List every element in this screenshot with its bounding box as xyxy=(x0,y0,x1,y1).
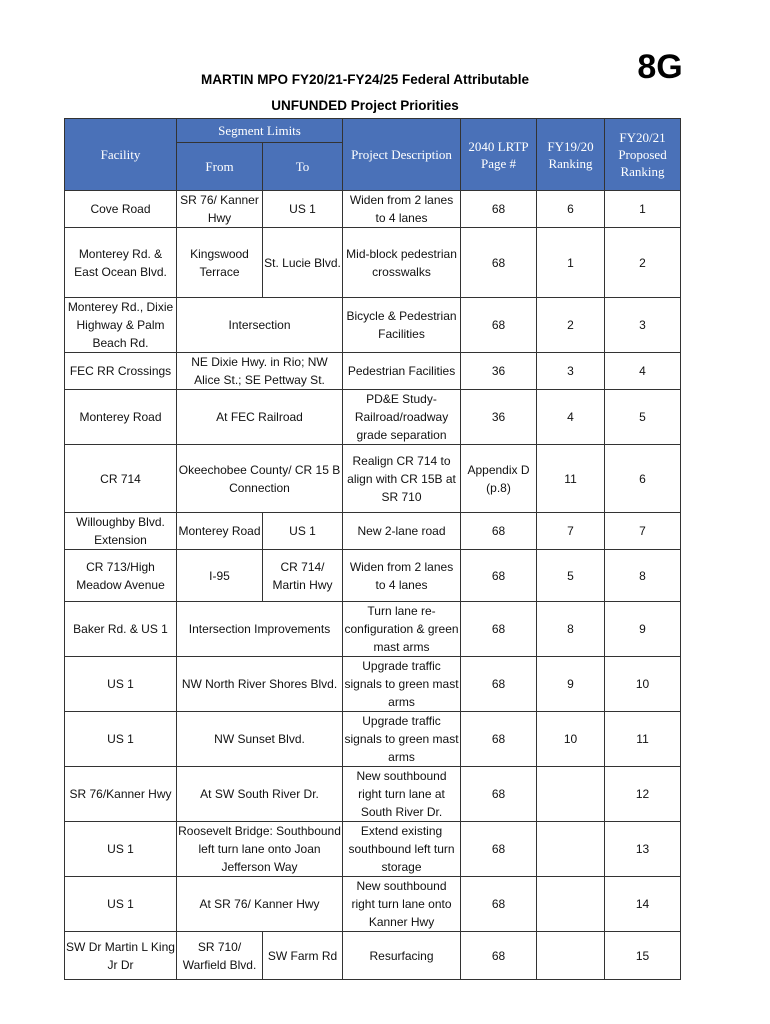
table-header xyxy=(65,119,681,191)
table-row xyxy=(65,657,681,712)
cell-facility: SW Dr Martin L King Jr Dr xyxy=(65,932,177,980)
cell-segment-limits: Intersection Improvements xyxy=(177,602,343,657)
cell-from: SR 76/ Kanner Hwy xyxy=(177,191,263,228)
cell-from: Kingswood Terrace xyxy=(177,228,263,298)
cell-description: PD&E Study- Railroad/roadway grade separation xyxy=(343,390,461,445)
cell-fy1920: 8 xyxy=(537,602,605,657)
cell-lrtp: 68 xyxy=(461,877,537,932)
cell-fy2021: 5 xyxy=(605,390,681,445)
cell-fy1920: 10 xyxy=(537,712,605,767)
table-row xyxy=(65,513,681,550)
table-row xyxy=(65,932,681,980)
cell-lrtp: 68 xyxy=(461,602,537,657)
cell-description: Pedestrian Facilities xyxy=(343,353,461,390)
col-from: From xyxy=(177,143,263,191)
cell-fy1920 xyxy=(537,877,605,932)
cell-description: New 2-lane road xyxy=(343,513,461,550)
cell-to: CR 714/ Martin Hwy xyxy=(263,550,343,602)
cell-facility: US 1 xyxy=(65,877,177,932)
col-fy2021: FY20/21 Proposed Ranking xyxy=(605,119,681,191)
cell-lrtp: 36 xyxy=(461,390,537,445)
cell-lrtp: 68 xyxy=(461,767,537,822)
table-row xyxy=(65,445,681,513)
col-lrtp: 2040 LRTP Page # xyxy=(461,119,537,191)
cell-fy1920: 3 xyxy=(537,353,605,390)
cell-segment-limits: NE Dixie Hwy. in Rio; NW Alice St.; SE Pettway St. xyxy=(177,353,343,390)
col-description: Project Description xyxy=(343,119,461,191)
cell-facility: US 1 xyxy=(65,822,177,877)
cell-lrtp: 68 xyxy=(461,298,537,353)
col-to: To xyxy=(263,143,343,191)
cell-to: US 1 xyxy=(263,513,343,550)
cell-lrtp: 68 xyxy=(461,822,537,877)
cell-segment-limits: NW Sunset Blvd. xyxy=(177,712,343,767)
cell-fy2021: 12 xyxy=(605,767,681,822)
cell-lrtp: 68 xyxy=(461,228,537,298)
table-row xyxy=(65,877,681,932)
cell-from: SR 710/ Warfield Blvd. xyxy=(177,932,263,980)
cell-fy2021: 2 xyxy=(605,228,681,298)
cell-segment-limits: NW North River Shores Blvd. xyxy=(177,657,343,712)
cell-segment-limits: At SW South River Dr. xyxy=(177,767,343,822)
cell-fy1920: 9 xyxy=(537,657,605,712)
cell-description: Upgrade traffic signals to green mast arms xyxy=(343,657,461,712)
col-segment-limits: Segment Limits xyxy=(177,119,343,143)
cell-to: SW Farm Rd xyxy=(263,932,343,980)
cell-lrtp: 68 xyxy=(461,191,537,228)
cell-description: Turn lane re-configuration & green mast arms xyxy=(343,602,461,657)
cell-fy1920: 11 xyxy=(537,445,605,513)
cell-lrtp: 36 xyxy=(461,353,537,390)
cell-lrtp: 68 xyxy=(461,657,537,712)
cell-fy2021: 10 xyxy=(605,657,681,712)
col-fy1920: FY19/20 Ranking xyxy=(537,119,605,191)
table-row xyxy=(65,228,681,298)
cell-description: New southbound right turn lane at South River Dr. xyxy=(343,767,461,822)
cell-segment-limits: At FEC Railroad xyxy=(177,390,343,445)
cell-description: Resurfacing xyxy=(343,932,461,980)
table-row xyxy=(65,191,681,228)
cell-facility: SR 76/Kanner Hwy xyxy=(65,767,177,822)
cell-lrtp: 68 xyxy=(461,513,537,550)
cell-description: Mid-block pedestrian crosswalks xyxy=(343,228,461,298)
table-row xyxy=(65,602,681,657)
cell-lrtp: Appendix D (p.8) xyxy=(461,445,537,513)
document-title: MARTIN MPO FY20/21-FY24/25 Federal Attributable xyxy=(200,72,530,87)
priorities-table xyxy=(64,118,681,980)
table-row xyxy=(65,767,681,822)
cell-lrtp: 68 xyxy=(461,712,537,767)
cell-fy1920 xyxy=(537,822,605,877)
cell-fy1920: 4 xyxy=(537,390,605,445)
cell-facility: Cove Road xyxy=(65,191,177,228)
cell-fy1920: 1 xyxy=(537,228,605,298)
cell-facility: Monterey Rd. & East Ocean Blvd. xyxy=(65,228,177,298)
cell-facility: Monterey Road xyxy=(65,390,177,445)
cell-segment-limits: At SR 76/ Kanner Hwy xyxy=(177,877,343,932)
cell-fy2021: 3 xyxy=(605,298,681,353)
cell-fy2021: 6 xyxy=(605,445,681,513)
cell-facility: Baker Rd. & US 1 xyxy=(65,602,177,657)
cell-from: I-95 xyxy=(177,550,263,602)
cell-fy1920: 5 xyxy=(537,550,605,602)
cell-fy1920: 7 xyxy=(537,513,605,550)
cell-fy1920: 2 xyxy=(537,298,605,353)
cell-from: Monterey Road xyxy=(177,513,263,550)
cell-description: New southbound right turn lane onto Kanner Hwy xyxy=(343,877,461,932)
cell-fy2021: 9 xyxy=(605,602,681,657)
cell-fy1920 xyxy=(537,767,605,822)
cell-fy2021: 4 xyxy=(605,353,681,390)
table-row xyxy=(65,353,681,390)
cell-facility: CR 713/High Meadow Avenue xyxy=(65,550,177,602)
table-body xyxy=(65,191,681,980)
cell-to: US 1 xyxy=(263,191,343,228)
cell-lrtp: 68 xyxy=(461,932,537,980)
cell-facility: US 1 xyxy=(65,712,177,767)
cell-description: Extend existing southbound left turn storage xyxy=(343,822,461,877)
table-row xyxy=(65,390,681,445)
cell-facility: CR 714 xyxy=(65,445,177,513)
cell-fy2021: 13 xyxy=(605,822,681,877)
cell-facility: Monterey Rd., Dixie Highway & Palm Beach Rd. xyxy=(65,298,177,353)
cell-fy2021: 8 xyxy=(605,550,681,602)
table-row xyxy=(65,822,681,877)
cell-fy2021: 14 xyxy=(605,877,681,932)
cell-fy2021: 11 xyxy=(605,712,681,767)
cell-description: Bicycle & Pedestrian Facilities xyxy=(343,298,461,353)
cell-segment-limits: Roosevelt Bridge: Southbound left turn lane onto Joan Jefferson Way xyxy=(177,822,343,877)
cell-fy2021: 7 xyxy=(605,513,681,550)
cell-facility: US 1 xyxy=(65,657,177,712)
cell-segment-limits: Intersection xyxy=(177,298,343,353)
cell-fy2021: 15 xyxy=(605,932,681,980)
cell-facility: Willoughby Blvd. Extension xyxy=(65,513,177,550)
cell-fy1920: 6 xyxy=(537,191,605,228)
cell-description: Widen from 2 lanes to 4 lanes xyxy=(343,191,461,228)
col-facility: Facility xyxy=(65,119,177,191)
table-row xyxy=(65,550,681,602)
cell-to: St. Lucie Blvd. xyxy=(263,228,343,298)
cell-fy2021: 1 xyxy=(605,191,681,228)
cell-facility: FEC RR Crossings xyxy=(65,353,177,390)
cell-lrtp: 68 xyxy=(461,550,537,602)
table-row xyxy=(65,712,681,767)
page-tag: 8G xyxy=(637,48,683,86)
cell-fy1920 xyxy=(537,932,605,980)
document-subtitle: UNFUNDED Project Priorities xyxy=(271,98,459,113)
cell-segment-limits: Okeechobee County/ CR 15 B Connection xyxy=(177,445,343,513)
cell-description: Widen from 2 lanes to 4 lanes xyxy=(343,550,461,602)
table-row xyxy=(65,298,681,353)
cell-description: Realign CR 714 to align with CR 15B at SR 710 xyxy=(343,445,461,513)
cell-description: Upgrade traffic signals to green mast arms xyxy=(343,712,461,767)
